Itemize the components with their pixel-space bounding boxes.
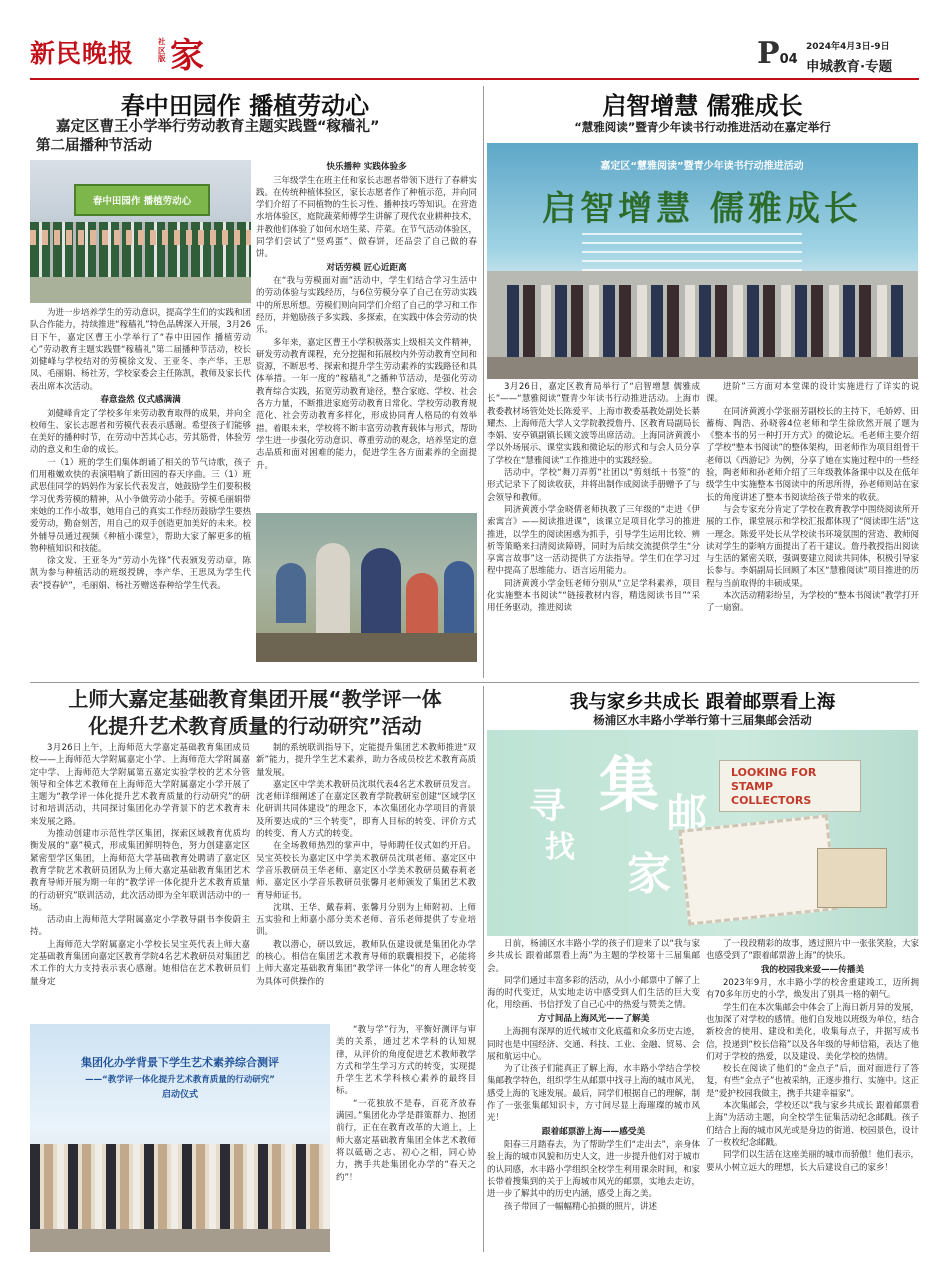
paragraph: 嘉定区中学美术教研员沈琪代表4名艺术教研员发言。沈老师详细阐述了在嘉定区教育学院教研室创建“区域学区化研训共同体建设”的理念下，本次集团化办学项目的背景及所要达成的“三个转变”，即育人目标的转变、评价方式的转变、育人方式的转变。 (256, 779, 476, 840)
wall-char-2: 找 (545, 830, 575, 865)
paragraph: 学生们在本次集邮会中体会了上海日新月异的发展，也加深了对学校的感情。他们自发地以班级为单位，结合新校舍的使用、建设和美化，收集每点子，并据写成书信，投递到“校长信箱”以及各年级的导师信箱，表达了他们对于学校的热爱，以及建设、美化学校的热情。 (706, 1002, 919, 1062)
paragraph: 徐文发、王亚冬为“劳动小先锋”代表颁发劳动章，陈凯为参与种植活动的班级授牌，李产华、王思凤为学生代表“授春铲”，毛丽娟、杨社芳赠送春种给学生代表。 (30, 556, 251, 591)
paragraph: 沈琪、王华、戴春莉、张馨月分别为上师附初、上师五实验和上师嘉小部分美术老师、音乐老师提供了专业培训。 (256, 902, 476, 938)
column-divider-bottom (483, 686, 484, 1252)
wall-char-1: 寻 (529, 785, 566, 827)
paragraph: 教以潜心，研以致远，教师队伍建设就是集团化办学的核心。相信在集团艺术教育导师的联囊相授下，必能将上师大嘉定基础教育集团“教学评一体化”的育人理念转变为具体可供操作的 (256, 939, 476, 987)
article1-photo-top (30, 160, 251, 303)
edition-small-label: 社区版 (158, 37, 166, 63)
screen-top-text: 嘉定区“慧雅阅读”暨青少年读书行动推进活动 (600, 161, 804, 172)
wall-char-3: 集 (599, 751, 659, 821)
article1-subtitle-line1: 嘉定区曹王小学举行劳动教育主题实践暨“稼穑礼” (56, 119, 380, 135)
paragraph: 3月26日上午，上海师范大学嘉定基础教育集团成员校——上海师范大学附属嘉定小学、上海师范大学附属嘉定中学、上海师范大学附属第五嘉定实验学校的艺术分管领导和全体艺术教师在上海师范大学附属嘉定小学开展了主题为“教学评一体化提升艺术教育质量的行动研究”的研讨和培训活动，共同探讨集团化办学背景下的艺术教育未来发展之路。 (30, 743, 250, 827)
paragraph: 同学们以生活在这座美丽的城市而骄傲！他们表示，要从小树立远大的理想，长大后建设自己的家乡！ (706, 1150, 919, 1173)
newspaper-logo: 新民晚报 (30, 39, 135, 68)
edition-big-label: 家 (170, 36, 204, 76)
screen-line2: ——“教学评一体化提升艺术教育质量的行动研究” (85, 1075, 275, 1085)
paragraph: 同济黄渡小学金晓倩老师执教了三年级的“走进《伊索寓言》——阅读推进课”，该课立足项目化学习的推进推进，以学生的阅读困惑为抓手，引导学生运用比较、辨析等策略来扫清阅读障碍，同时为后续交流提供学生“分享寓言故事”这一活动提供了方法指导。学生们在学习过程中提高了思维能力、语言运用能力。 (487, 504, 700, 577)
masthead (0, 0, 949, 84)
article3-title-line2: 化提升艺术教育质量的行动研究”活动 (88, 714, 422, 738)
photo-banner-text: 春中田园作 播植劳动心 (92, 196, 192, 207)
article1-subtitle (36, 118, 476, 156)
paragraph: 上海拥有深厚的近代城市文化底蕴和众多历史古迹，同时也是中国经济、交通、科技、工业、金融、贸易、会展和航运中心。 (487, 1027, 700, 1062)
article1-col-left (30, 307, 251, 677)
paragraph: “一花独放不是春，百花齐放春满园。”集团化办学是群策群力、抱团前行，正在在教育改革的大道上，上师大嘉定基础教育集团全体艺术教师将以砥砺之志、初心之相，同心协力，携手共赴集团化办学的“春天之约”！ (336, 1098, 476, 1183)
column-divider-top (483, 86, 484, 678)
paragraph: 阳春三月踏春去，为了帮助学生们“走出去”，亲身体验上海的城市风貌和历史人文，进一步提升他们对于城市的认同感，水丰路小学组织全校学生利用课余时间，和家长带着搜集到的关于上海城市风光的邮票，实地去走访，进一步了解其中的历史内涵，感受上海之美。 (487, 1140, 700, 1200)
subheading: 对话劳模 匠心近距离 (326, 262, 407, 273)
article2-photo (487, 143, 918, 379)
article4-col-left (487, 938, 700, 1252)
article3-left-text (30, 742, 250, 988)
article3-mid-text (256, 742, 476, 988)
paragraph: 同济黄渡小学金钰老师分别从“立足学科素养，项目化实施整本书阅读”“链接教材内容，精选阅读书目”“采用任务驱动，推进阅读 (487, 578, 700, 614)
article3-col-narrow (336, 1024, 476, 1252)
article4-subtitle: 杨浦区水丰路小学举行第十三届集邮会活动 (593, 713, 812, 727)
subheading: 跟着邮票游上海——感受美 (541, 1126, 646, 1137)
paragraph: 本次集邮会，学校还以“我与家乡共成长 跟着邮票看上海”为活动主题，向全校学生征集活动纪念邮戳。孩子们结合上海的城市风光或是身边的街道、校园景色，设计了一枚枚纪念邮戳。 (706, 1101, 919, 1148)
paragraph: 为进一步培养学生的劳动意识，提高学生们的实践和团队合作能力，持续推进“稼穑礼”特色品牌深入开展，3月26日下午，嘉定区曹王小学举行了“春中田园作 播植劳动心”劳动教育主题实践暨“稼穑礼”第二届播种节活动，校长刘健峰与学校结对的劳模徐文发、王亚冬、李产华、王思凤、毛丽娟、杨社芳，学校家委会主任陈凯，教师及家长代表出席本次活动。 (30, 308, 251, 392)
article3-col-left (30, 742, 250, 1020)
article3-title-line1: 上师大嘉定基础教育集团开展“教学评一体 (68, 687, 442, 711)
article1-col-right (256, 160, 477, 510)
page-letter: P (757, 36, 780, 71)
paragraph: 为推动创建市示范性学区集团，探索区域教育优质均衡发展的“嘉”模式，形成集团鲜明特色，努力创建嘉定区紧密型学区集团，上海师范大学基础教育处聘请了嘉定区教育学院艺术教研员团队为上师大嘉定基础教育集团艺术教育导师开展为期一年的“教学评一体化提升艺术教育质量的行动研究”联训活动，此次活动即为全年联训活动中的一场。 (30, 829, 250, 913)
paragraph: 多年来，嘉定区曹王小学积极落实上级相关文件精神，研发劳动教育课程，充分挖掘和拓展校内外劳动教育空间和资源，不断思考、探索和提升学生劳动素养的实践路径和具体举措。一年一度的“稼穑礼”之播种节活动，是强化劳动教育综合实践，拓宽劳动教育途径，整合家庭、学校、社会各方力量，不断推进家庭劳动教育日常化、学校劳动教育规范化、社会劳动教育多样化，形成协同育人格局的有效举措。着眼未来，学校将不断丰富劳动教育载体与形式，帮助学生进一步强化劳动意识、尊重劳动的观念，培养坚定的意志品质和面对困难的能力，促进学生各方面素养的全面提升。 (256, 337, 477, 471)
article3-title (30, 686, 480, 740)
screen-main-text: 启智增慧 儒雅成长 (542, 189, 862, 229)
paragraph: 3月26日，嘉定区教育局举行了“启智增慧 儒雅成长”——“慧雅阅读”暨青少年读书行动推进活动。上海市教委教材场管处处长陈爱平、上海市教委基教处副处长綦耀杰、上海师范大学人文学院教授詹丹、区教育局副局长李娟、安亭镇副镇长顾文波等出席活动。上海同济黄渡小学以外场展示、课堂实践和微论坛的形式和与会人员分享了学校在“慧雅阅读”工作推进中的实践经验。 (487, 382, 700, 466)
subheading: 方寸间品上海风光——了解美 (537, 1013, 650, 1024)
paragraph: 在“我与劳模面对面”活动中，学生们结合学习生活中的劳动体验与实践经历，与6位劳模分享了自己在劳动实践中的所思所想。劳模们则向同学们介绍了自己的学习和工作经历，并勉励孩子多实践、多探索，在实践中体会劳动的快乐。 (256, 276, 477, 336)
paragraph: 刘健峰肯定了学校多年来劳动教育取得的成果，并向全校师生、家长志愿者和劳模代表表示感谢。希望孩子们能够在美好的播种时节，在劳动中苦其心志，劳其筋骨，体验劳动的意义和生命的成长。 (30, 408, 251, 456)
paragraph: 本次活动精彩纷呈，为学校的“整本书阅读”教学打开了一扇窗。 (706, 591, 919, 614)
article1-right-text (256, 161, 477, 472)
article4-photo (487, 730, 918, 936)
paragraph: 进阶”三方面对本堂课的设计实施进行了详实的说课。 (706, 382, 919, 405)
wall-char-5: 家 (627, 849, 671, 900)
article1-photo-bottom (256, 513, 477, 662)
issue-date: 2024年4月3日-9日 (806, 42, 890, 52)
wall-char-4: 邮 (667, 790, 707, 837)
paragraph: 三年级学生在班主任和家长志愿者带领下进行了春耕实践。在传统种植体验区，家长志愿者作了种植示范，并向同学们介绍了不同植物的生长习性、播种技巧等知识。在营造水培体验区，庭院蔬菜师傅学生讲解了现代农业耕种技术，并教他们体验了如何水培生菜、芹菜。在节气活动体验区，同学们尝试了“竖鸡蛋”、做春饼，还品尝了自己做的春饼。 (256, 175, 477, 260)
article4-left-text (487, 938, 700, 1213)
masthead-rule (30, 78, 919, 80)
article1-title: 春中田园作 播植劳动心 (120, 92, 370, 120)
paragraph: 活动中，学校“舞刀弄剪”社团以“剪刻纸＋书签”的形式记录下了阅读收获，并将出制作成阅读手册赠予了与会领导和教师。 (487, 468, 700, 503)
paragraph: 活动由上海师范大学附属嘉定小学教导副书李俊蔚主持。 (30, 915, 250, 938)
article4-title: 我与家乡共成长 跟着邮票看上海 (569, 692, 836, 713)
article2-right-text (706, 381, 919, 615)
article2-col-right (706, 381, 919, 677)
article3-col-mid (256, 742, 476, 1020)
screen-line3: 启动仪式 (161, 1090, 198, 1100)
paragraph: 了一段段精彩的故事，透过照片中一张张笑脸，大家也感受到了“跟着邮票游上海”的快乐。 (706, 939, 919, 962)
sign-text: LOOKING FOR STAMP COLLECTORS (731, 766, 817, 807)
paragraph: 制的系统联训指导下，定能提升集团艺术教师推进“双新”能力，提升学生艺术素养，助力各成员校艺术教育高质量发展。 (256, 743, 476, 778)
article2-subtitle: “慧雅阅读”暨青少年读书行动推进活动在嘉定举行 (574, 120, 831, 134)
paragraph: 日前，杨浦区水丰路小学的孩子们迎来了以“我与家乡共成长 跟着邮票看上海”为主题的学校第十三届集邮会。 (487, 939, 700, 974)
article4-col-right (706, 938, 919, 1252)
paragraph: 在全场教师热烈的掌声中，导师聘任仪式如约开启。吴宝英校长为嘉定区中学美术教研员沈琪老师、嘉定区中学音乐教研员王华老师、嘉定区小学美术教研员戴春莉老师、嘉定区小学音乐教研员张馨月老师颁发了集团艺术教育导师证书。 (256, 841, 476, 901)
subheading: 我的校园我来爱——传播美 (760, 964, 865, 975)
paragraph: 一（1）班的学生们集体朗诵了相关的节气诗歌，孩子们用稚嫩欢快的表演唱响了新田园的春天序曲。三（1）班武思佳同学的妈妈作为家长代表发言，她鼓励学生们要积极学习优秀劳模的精神，从小争做劳动小能手。劳模毛丽娟带来她的工作小故事，她用自己的真实工作经历鼓励学生要热爱劳动，勤奋刻苦，用自己的双手创造更加美好的未来。校外辅导员通过视频《种植小课堂》，帮助大家了解更多的植物种植知识和技能。 (30, 457, 251, 554)
subheading: 春意盎然 仪式感满满 (100, 395, 181, 406)
article1-subtitle-line2: 第二届播种节活动 (36, 138, 152, 154)
paragraph: 与会专家充分肯定了学校在教育教学中围绕阅读所开展的工作，课堂展示和学校汇报都体现了“阅读即生活”这一理念。陈爱平处长从学校读书环境氛围的营造、教师阅读对学生的影响方面提出了若干建议。詹丹教授指出阅读与生活的紧密关联，强调要建立阅读共同体，积极引导家长参与。李娟副局长回顾了本区“慧雅阅读”项目推进的历程与当前取得的丰硕成果。 (706, 504, 919, 589)
page-number (757, 36, 798, 71)
article3-narrow-text (336, 1024, 476, 1184)
section-title: 申城教育·专题 (806, 59, 893, 75)
screen-line1: 集团化办学背景下学生艺术素养综合测评 (81, 1056, 279, 1069)
paragraph: 校长在阅读了他们的“金点子”后，面对面进行了答复，有些“金点子”也被采纳，正逐步推行、实施中。这正是“爱护校园我做主，携手共建幸福家”。 (706, 1064, 919, 1099)
paragraph: 同学们通过丰富多彩的活动，从小小邮票中了解了上海的时代变迁，从实地走访中感受到人们生活的巨大变化，用绘画、书信抒发了自己心中的热爱与赞美之情。 (487, 975, 700, 1011)
article1-left-text (30, 307, 251, 592)
page-num: 04 (779, 52, 798, 67)
paragraph: 为了让孩子们能真正了解上海，水丰路小学结合学校集邮教学特色，组织学生从邮票中找寻上海的城市风光，感受上海的飞速发展。最后，同学们根据自己的理解，制作了一张张集邮知识卡，方寸间尽显上海璀璨的城市风光！ (487, 1064, 700, 1124)
subheading: 快乐播种 实践体验多 (326, 162, 407, 172)
article2-col-left (487, 381, 700, 677)
paragraph: 在同济黄渡小学张丽芳副校长的主持下，毛娇婷、田蓄梅、陶浩、孙晓蓉4位老师和学生徐欣然开展了题为《整本书的另一种打开方式》的微论坛。毛老师主要介绍了学校“整本书阅读”的整体架构，田老师作为项目组骨干老师以《西游记》为例，分享了她在实施过程中的一些经验，陶老师和孙老师介绍了三年级教体备课中以及在低年级学生中实施整本书阅读中的所思所得，孙老师则站在家长的角度讲述了整本书阅读给孩子带来的收获。 (706, 406, 919, 503)
paragraph: 2023年9月，水丰路小学的校舍重建竣工，迈所拥有70多年历史的小学，焕发出了别具一格的朝气。 (706, 978, 919, 1001)
article2-title: 启智增慧 儒雅成长 (602, 92, 803, 120)
article4-right-text (706, 938, 919, 1174)
paragraph: 上海师范大学附属嘉定小学校长吴宝英代表上师大嘉定基础教育集团向嘉定区教育学院4名艺术教研员对集团艺术工作的大力支持表示衷心感谢。她相信在艺术教研员们量身定 (30, 939, 250, 987)
paragraph: 孩子带回了一幅幅精心拍摄的照片，讲述 (504, 1201, 658, 1212)
section-divider (30, 682, 919, 683)
paragraph: “教与学”行为，平衡好测评与审美的关系，通过艺术学科的认知规律，从评价的角度促进艺术教师教学方式和学生学习方式的转变，实现提升学生艺术学科核心素养的最终目标。 (336, 1025, 476, 1097)
article2-left-text (487, 381, 700, 615)
article3-photo (30, 1024, 330, 1252)
